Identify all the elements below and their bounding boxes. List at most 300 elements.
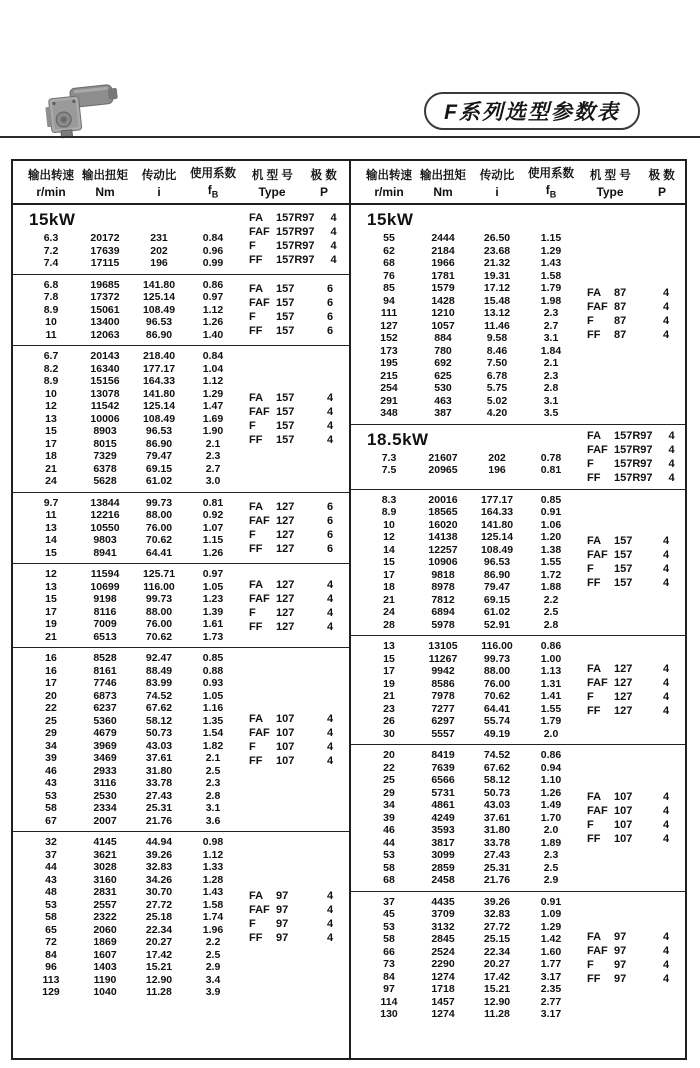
output-speed-cell: 30 [383,727,395,740]
service-factor-cell: 2.9 [543,874,559,886]
ratio-cell: 43.03 [145,739,173,752]
output-torque-cell: 4145 [93,836,117,848]
service-factor-cell: 1.60 [540,945,562,958]
service-factor-cell: 2.2 [543,593,559,606]
parameter-group [13,274,349,346]
type-row [577,576,685,590]
type-row [239,592,349,606]
type-row [577,690,685,704]
output-torque-cell: 4435 [431,895,455,908]
model-number: 87 [614,301,627,314]
output-speed-cell: 97 [383,983,395,995]
service-factor-cell: 1.15 [202,534,224,546]
output-torque-cell: 2530 [93,789,117,802]
type-row [239,405,349,419]
parameter-group [351,891,685,1025]
output-speed-cell: 195 [380,357,398,369]
ratio-cell: 31.80 [483,824,511,836]
output-torque-cell: 10906 [428,556,458,568]
output-torque-cell: 20143 [90,350,120,362]
output-torque-cell: 2845 [431,933,455,945]
model-prefix: FAF [587,804,608,817]
model-type [239,592,311,606]
ratio-cell: 116.00 [481,640,513,652]
group-type-list [577,494,685,632]
service-factor-cell: 3.17 [540,1008,562,1020]
output-speed-cell: 94 [383,294,395,307]
ratio-cell: 25.18 [145,911,173,923]
output-torque-cell: 3709 [431,908,455,920]
ratio-cell: 32.83 [145,861,173,873]
ratio-cell: 27.43 [483,849,511,861]
table-row [361,1008,577,1021]
type-row [577,930,685,944]
table-row [23,522,239,535]
output-speed-cell: 22 [45,702,57,714]
output-speed-cell: 48 [45,886,57,898]
service-factor-cell: 2.8 [543,382,559,394]
output-speed-cell: 8.9 [43,303,59,316]
service-factor-cell: 0.92 [202,509,224,521]
ratio-cell: 25.15 [483,933,511,945]
output-speed-cell: 32 [45,836,57,848]
output-torque-cell: 11594 [90,568,120,580]
ratio-cell: 21.76 [483,874,511,886]
model-prefix: FAF [587,549,608,562]
model-prefix: FAF [249,296,270,309]
output-torque-cell: 6894 [431,606,455,618]
ratio-cell: 4.20 [486,407,508,419]
ratio-cell: 6.78 [486,369,508,382]
service-factor-cell: 0.85 [540,493,562,506]
table-row [361,257,577,270]
table-header-left [13,161,349,203]
service-factor-cell: 2.5 [543,861,559,874]
service-factor-cell: 1.43 [202,886,224,898]
col-header-pole [643,166,681,198]
col-header-symbol: r/min [36,185,66,199]
col-header-torque [417,166,469,198]
model-prefix: F [249,419,256,432]
model-number: 157 [276,391,295,404]
group-data-rows [13,652,239,827]
output-speed-cell: 10 [45,387,57,400]
table-row [361,382,577,395]
table-row [23,911,239,924]
model-number: 157 [276,419,295,432]
ratio-cell: 15.21 [145,961,173,973]
output-speed-cell: 22 [383,761,395,774]
col-header-symbol: i [157,185,161,199]
model-type [239,514,311,528]
model-number: 107 [614,804,633,817]
ratio-cell: 15.21 [483,983,511,995]
pole-count: 4 [668,457,675,470]
table-row [361,762,577,775]
ratio-cell: 164.33 [480,506,514,518]
model-type [577,534,647,548]
col-header-type [577,166,643,198]
group-data-rows [351,209,577,420]
ratio-cell: 37.61 [483,811,511,824]
group-type-list [239,568,349,643]
table-row [23,874,239,887]
model-type [577,676,647,690]
model-number: 157 [276,310,295,323]
service-factor-cell: 1.43 [540,257,562,269]
table-row [23,257,239,270]
table-row [361,581,577,594]
power-rating-heading: 18.5kW [367,429,429,449]
table-row [361,971,577,984]
type-row [577,662,685,676]
ratio-cell: 74.52 [483,749,511,761]
output-speed-cell: 37 [45,848,57,861]
output-torque-cell: 13844 [90,496,120,509]
output-torque-cell: 12063 [90,328,120,341]
output-speed-cell: 21 [45,630,57,643]
table-row [361,812,577,825]
model-prefix: FF [587,832,601,845]
service-factor-cell: 1.89 [540,836,562,849]
output-speed-cell: 215 [380,369,398,382]
ratio-cell: 22.34 [145,923,173,936]
output-torque-cell: 780 [434,344,452,357]
type-row [239,211,353,225]
model-prefix: F [587,457,594,470]
service-factor-cell: 1.26 [202,546,224,559]
type-row [239,500,349,514]
group-type-list [577,749,685,887]
service-factor-cell: 2.77 [540,995,562,1008]
pole-count: 4 [662,577,670,590]
service-factor-cell: 0.86 [202,278,224,291]
model-type [577,328,647,342]
ratio-cell: 34.26 [145,873,173,886]
table-row [23,677,239,690]
service-factor-cell: 1.38 [540,543,562,556]
output-torque-cell: 8116 [93,605,117,618]
output-speed-cell: 85 [383,282,395,294]
output-speed-cell: 7.5 [381,464,397,476]
model-prefix: FF [587,329,601,342]
ratio-cell: 58.12 [483,774,511,786]
table-row [23,279,239,292]
table-row [361,908,577,921]
table-row [361,270,577,283]
output-torque-cell: 1718 [431,983,455,995]
output-torque-cell: 10006 [90,412,120,425]
output-speed-cell: 45 [383,908,395,920]
col-header-pole [305,166,343,198]
model-number: 157R97 [614,471,653,484]
table-row [361,640,577,653]
output-speed-cell: 43 [45,873,57,886]
type-row [239,528,349,542]
type-row [577,471,687,485]
output-speed-cell: 8.9 [43,375,59,387]
output-torque-cell: 1403 [93,961,117,973]
ratio-cell: 196 [150,257,168,269]
table-row [23,861,239,874]
table-row [361,787,577,800]
service-factor-cell: 1.28 [202,873,224,886]
ratio-cell: 33.78 [145,777,173,789]
col-header-cn: 输出转速 [27,168,75,182]
output-torque-cell: 13105 [428,640,458,652]
pole-count: 6 [326,542,334,555]
group-type-list [577,640,685,740]
output-speed-cell: 17 [383,665,395,677]
model-prefix: FF [587,471,601,484]
output-torque-cell: 2859 [431,861,455,874]
output-speed-cell: 65 [45,923,57,936]
ratio-cell: 79.47 [483,581,511,593]
table-row [23,702,239,715]
service-factor-cell: 1.04 [202,362,224,375]
output-torque-cell: 17115 [90,257,120,269]
model-type [239,211,315,225]
type-row [239,310,349,324]
model-type [577,576,647,590]
output-torque-cell: 9942 [431,665,455,677]
ratio-cell: 64.41 [483,702,511,715]
parameter-group [13,345,349,492]
model-number: 107 [614,832,633,845]
type-row [577,534,685,548]
model-number: 127 [276,528,295,541]
service-factor-cell: 2.2 [205,936,221,948]
group-data-rows [351,429,577,485]
model-number: 157R97 [614,443,653,456]
pole-count: 4 [326,433,334,446]
model-number: 127 [614,677,633,689]
model-number: 157 [276,296,295,309]
ratio-cell: 21.32 [483,257,511,269]
table-column-right [349,205,685,1058]
model-type [239,542,311,556]
ratio-cell: 31.80 [145,764,173,777]
output-speed-cell: 18 [45,450,57,462]
service-factor-cell: 1.55 [540,702,562,715]
model-type [577,704,647,718]
table-row [361,531,577,544]
table-row [23,497,239,510]
model-type [239,253,315,267]
gear-motor-photo [32,84,124,140]
service-factor-cell: 1.39 [202,605,224,618]
output-speed-cell: 76 [383,269,395,282]
output-torque-cell: 7978 [431,690,455,702]
model-type [239,528,311,542]
output-speed-cell: 6.7 [43,350,59,362]
service-factor-cell: 3.4 [205,973,221,986]
ratio-cell: 218.40 [142,350,176,362]
output-torque-cell: 9818 [431,568,455,581]
output-speed-cell: 21 [383,593,395,606]
pole-count: 6 [326,324,334,337]
table-row [23,740,239,753]
model-number: 87 [614,287,627,300]
pole-count: 4 [662,677,670,689]
service-factor-cell: 1.26 [540,786,562,799]
output-torque-cell: 4249 [431,811,455,824]
col-header-symbol: P [657,185,666,199]
table-row [23,463,239,476]
output-torque-cell: 463 [434,394,452,407]
output-speed-cell: 58 [45,802,57,814]
model-number: 107 [614,790,633,803]
model-prefix: F [587,691,594,703]
service-factor-cell: 2.5 [205,764,221,777]
service-factor-cell: 1.12 [202,375,224,387]
model-type [239,754,311,768]
pole-count: 4 [662,832,670,845]
model-type [577,690,647,704]
output-torque-cell: 6378 [93,462,117,475]
output-torque-cell: 387 [434,407,452,419]
output-torque-cell: 4679 [93,727,117,739]
output-speed-cell: 19 [383,677,395,690]
ratio-cell: 67.62 [145,702,173,714]
output-torque-cell: 8419 [431,749,455,761]
output-torque-cell: 5978 [431,618,455,631]
model-number: 87 [614,315,627,328]
table-row [361,653,577,666]
model-prefix: FAF [249,226,270,239]
model-prefix: FAF [249,514,270,527]
ratio-cell: 43.03 [483,799,511,811]
service-factor-cell: 0.98 [202,836,224,848]
pole-count: 4 [326,754,334,767]
table-column-left [13,205,349,1058]
table-row [23,752,239,765]
service-factor-cell: 2.0 [543,824,559,836]
model-type [239,500,311,514]
ratio-cell: 21.76 [145,814,173,827]
output-speed-cell: 12 [45,400,57,412]
output-torque-cell: 530 [434,382,452,394]
model-type [577,818,647,832]
service-factor-cell: 1.20 [540,531,562,543]
col-header-factor [525,164,577,200]
table-row [361,619,577,632]
service-factor-cell: 1.12 [202,848,224,861]
service-factor-cell: 0.93 [202,677,224,689]
col-header-symbol: i [495,185,499,199]
output-torque-cell: 16020 [428,518,458,531]
model-number: 127 [614,663,633,675]
output-speed-cell: 17 [45,605,57,618]
output-speed-cell: 111 [380,307,398,319]
output-speed-cell: 15 [45,593,57,605]
output-torque-cell: 3116 [93,777,117,789]
ratio-cell: 30.70 [145,886,173,898]
table-row [361,544,577,557]
service-factor-cell: 1.58 [540,269,562,282]
output-speed-cell: 19 [45,618,57,630]
service-factor-cell: 1.74 [202,911,224,923]
table-row [23,765,239,778]
service-factor-cell: 2.7 [543,319,559,332]
output-torque-cell: 6297 [431,715,455,727]
service-factor-cell: 1.96 [202,923,224,936]
output-speed-cell: 37 [383,895,395,908]
output-speed-cell: 53 [45,898,57,911]
model-number: 107 [276,712,295,725]
output-torque-cell: 12257 [428,543,458,556]
output-torque-cell: 2290 [431,958,455,970]
table-row [23,986,239,999]
ratio-cell: 5.02 [486,394,508,407]
output-torque-cell: 3969 [93,739,117,752]
pole-count: 4 [326,391,334,404]
model-type [577,958,647,972]
service-factor-cell: 1.16 [202,702,224,714]
type-row [239,391,349,405]
model-prefix: F [249,310,256,323]
table-row [361,774,577,787]
output-torque-cell: 3160 [93,873,117,886]
model-prefix: FAF [249,592,270,605]
group-data-rows [13,279,239,342]
table-row [23,475,239,488]
output-torque-cell: 3469 [93,752,117,764]
service-factor-cell: 1.29 [202,387,224,400]
parameter-group [13,647,349,831]
model-number: 127 [276,542,295,555]
output-speed-cell: 348 [380,407,398,419]
model-number: 127 [276,620,295,633]
pole-count: 4 [662,818,670,831]
output-torque-cell: 1428 [431,294,455,307]
pole-count: 4 [662,705,670,717]
ratio-cell: 76.00 [145,521,173,534]
output-torque-cell: 1040 [93,986,117,998]
parameter-group [351,205,685,424]
model-prefix: FF [249,433,263,446]
ratio-cell: 9.58 [486,332,508,344]
type-row [239,740,349,754]
model-prefix: FA [249,212,264,225]
pole-count: 4 [662,535,670,548]
model-prefix: F [249,740,256,753]
pole-count: 4 [326,578,334,591]
col-header-speed [23,166,79,198]
ratio-cell: 20.27 [483,958,511,970]
service-factor-cell: 1.47 [202,400,224,412]
output-speed-cell: 28 [383,618,395,631]
model-type [239,712,311,726]
ratio-cell: 96.53 [145,425,173,437]
type-row [239,419,349,433]
output-torque-cell: 15156 [90,375,120,387]
service-factor-cell: 0.84 [202,232,224,244]
model-prefix: F [249,606,256,619]
output-speed-cell: 53 [383,849,395,861]
pole-count: 4 [326,918,334,931]
group-type-list [577,209,685,420]
service-factor-cell: 2.3 [543,849,559,861]
ratio-cell: 13.12 [483,307,511,319]
ratio-cell: 108.49 [142,412,176,425]
model-number: 127 [276,500,295,513]
output-speed-cell: 34 [383,799,395,811]
output-speed-cell: 6.8 [43,278,59,291]
group-data-rows [13,209,239,270]
service-factor-cell: 1.00 [540,652,562,665]
table-row [361,494,577,507]
